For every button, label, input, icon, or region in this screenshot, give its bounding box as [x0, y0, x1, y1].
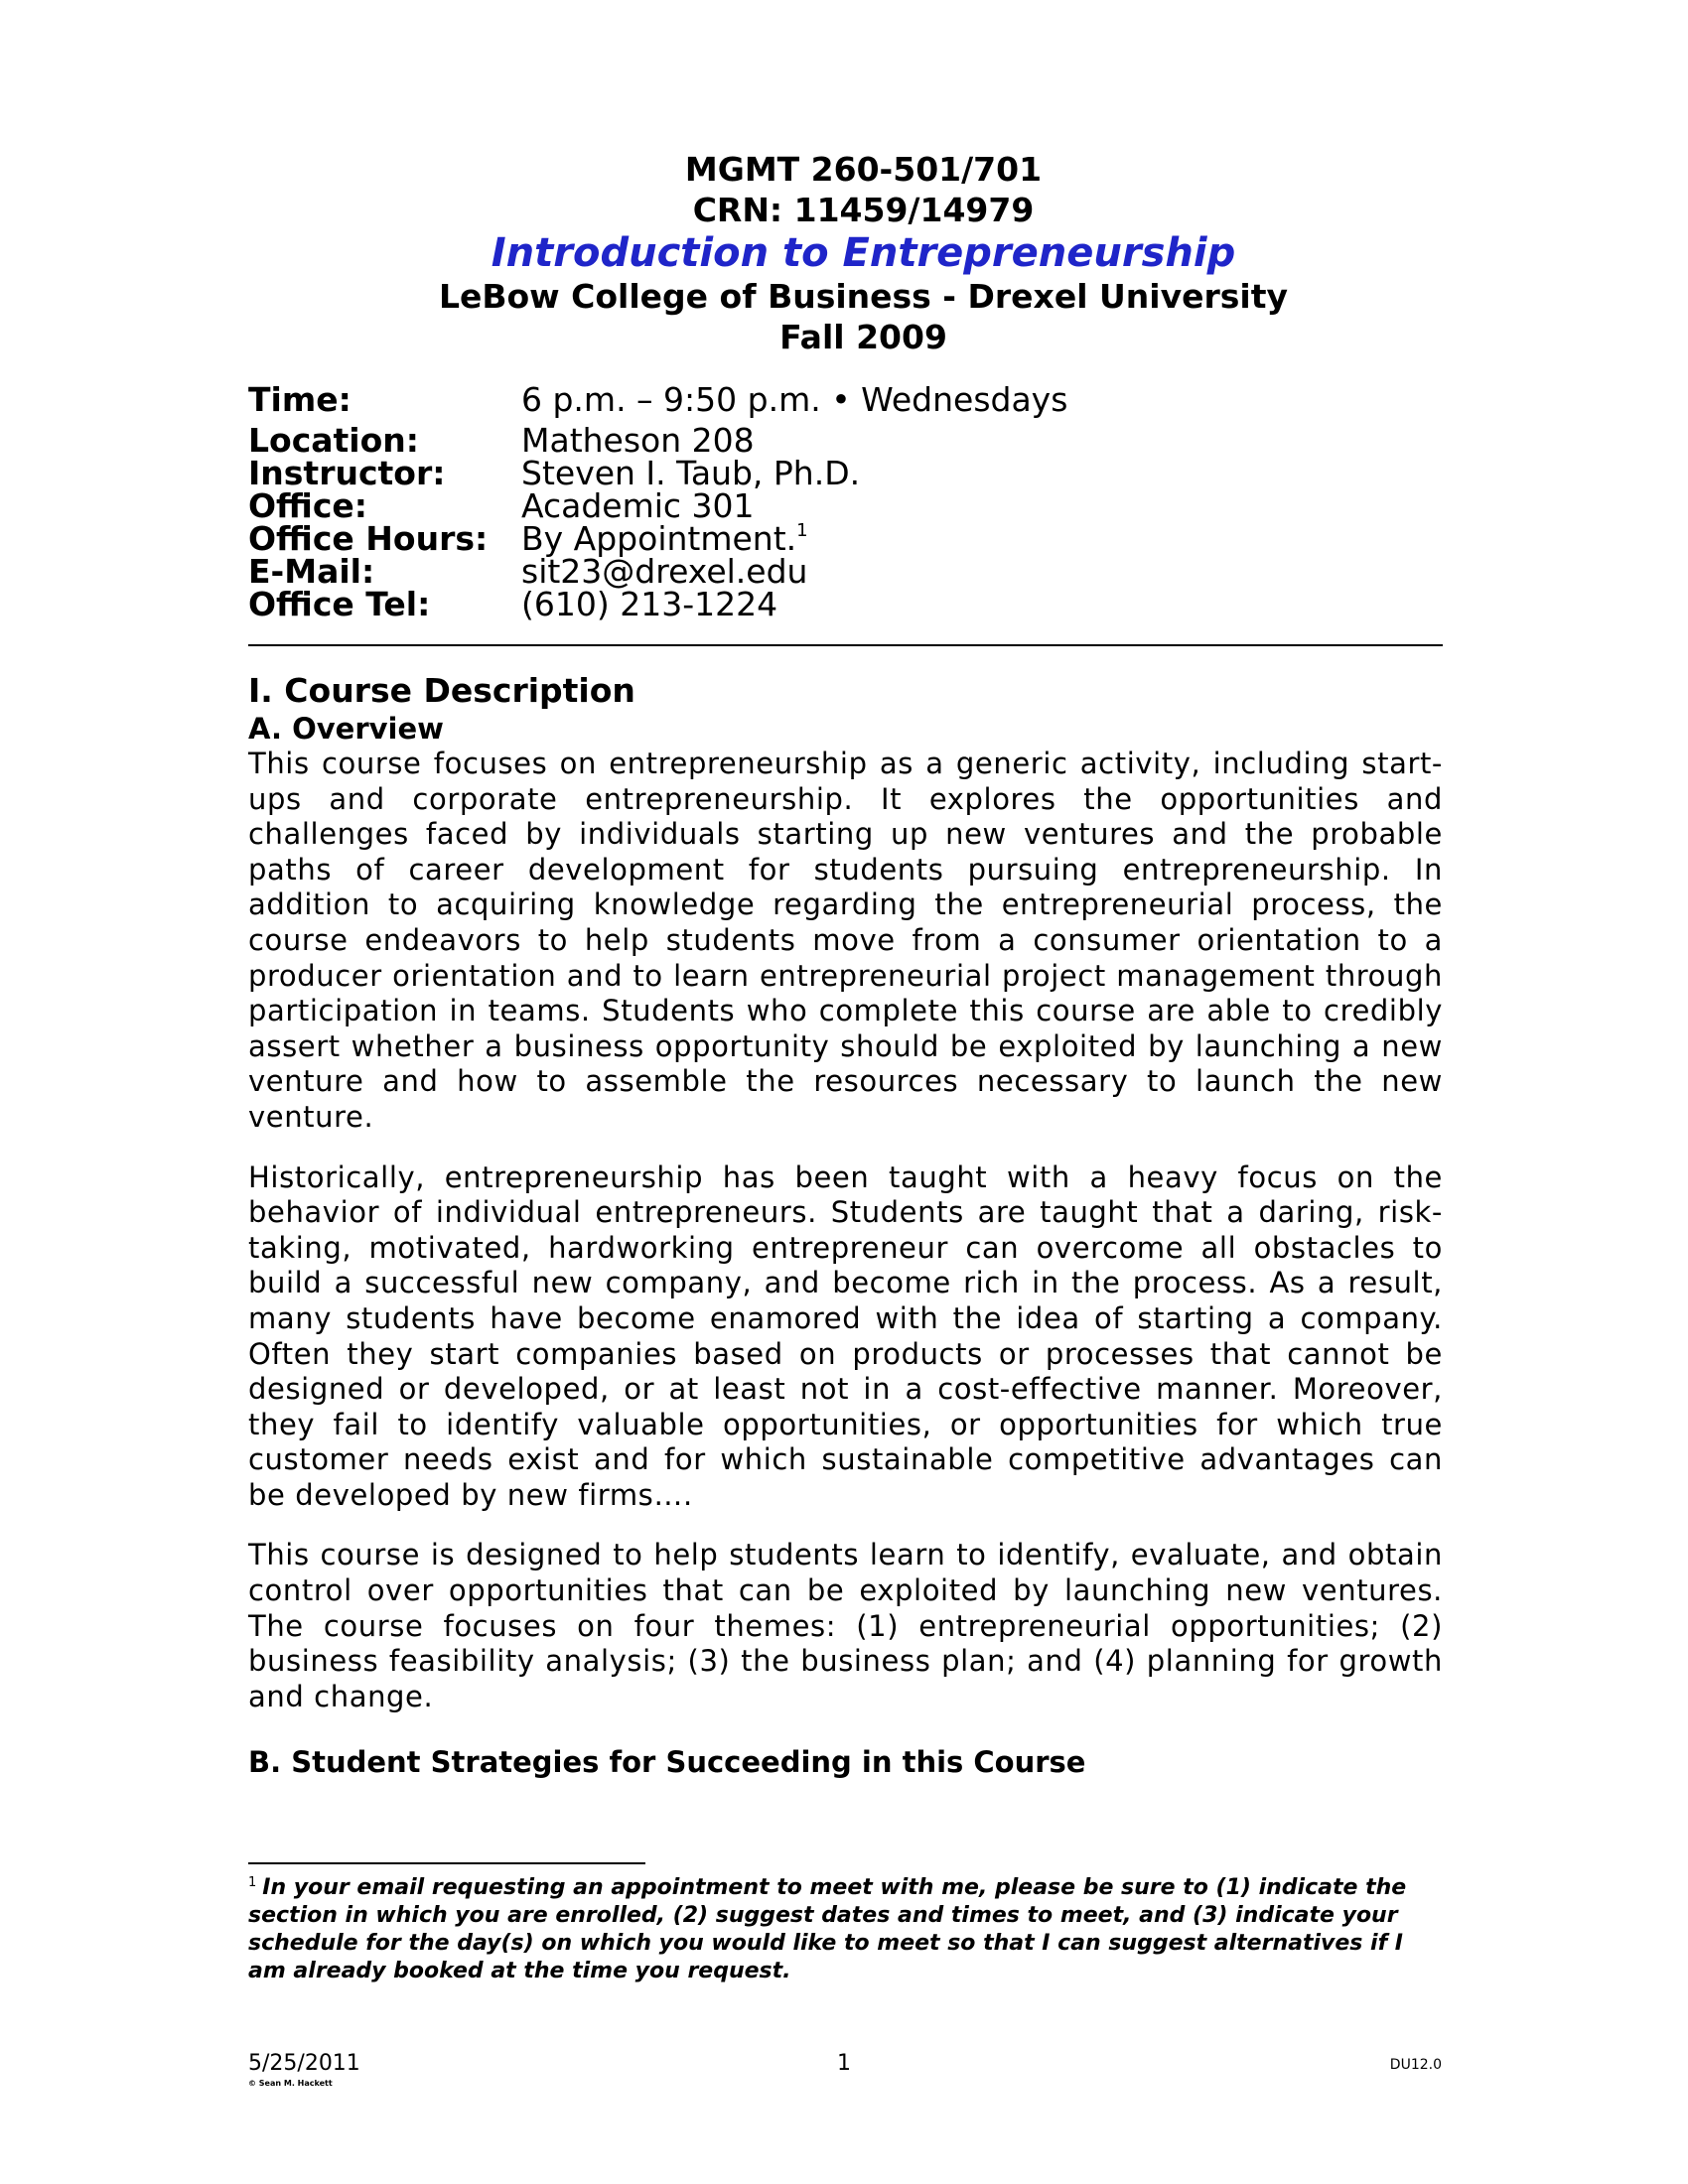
footer-copyright: © Sean M. Hackett	[248, 2079, 333, 2088]
office-tel-label: Office Tel:	[248, 585, 431, 623]
title-block	[248, 149, 1443, 357]
info-row-instructor	[248, 454, 1443, 492]
page-content	[248, 149, 1443, 1780]
office-hours-value	[521, 519, 808, 558]
paragraph: This course is designed to help students learn to identify, evaluate, and obtain control over opportunities that can be exploited by launching new ventures. The course focuses on four themes: (1) entrepreneurial opportunities; (2) business feasibility analysis; (3) the business plan; and (4) planning for growth and change.	[248, 1538, 1443, 1713]
term: Fall 2009	[779, 318, 947, 356]
office-value: Academic 301	[521, 486, 755, 525]
course-info	[248, 380, 1443, 623]
section-heading: I. Course Description	[248, 671, 635, 710]
footer-date: 5/25/2011	[248, 2051, 360, 2076]
office-hours-text: By Appointment.	[521, 519, 797, 558]
footnote-ref: 1	[796, 520, 808, 541]
paragraph: This course focuses on entrepreneurship as a generic activity, including start-ups and corporate entrepreneurship. It explores the opportunities and challenges faced by individuals starting up new ventures and the probable paths of career development for students pursuing entrepreneurship. In addition to acquiring knowledge regarding the entrepreneurial process, the course endeavors to help students move from a consumer orientation to a producer orientation and to learn entrepreneurial project management through participation in teams. Students who complete this course are able to credibly assert whether a business opportunity should be exploited by launching a new venture and how to assemble the resources necessary to launch the new venture.	[248, 747, 1443, 1134]
office-label: Office:	[248, 486, 367, 525]
footnote-number: 1	[248, 1875, 257, 1890]
info-row-time	[248, 380, 1443, 419]
page-number: 1	[837, 2051, 851, 2076]
location-label: Location:	[248, 421, 419, 460]
info-row-office-tel	[248, 585, 1443, 623]
time-value: 6 p.m. – 9:50 p.m. • Wednesdays	[521, 380, 1068, 419]
subsection-heading-strategies: B. Student Strategies for Succeeding in this Course	[248, 1745, 1086, 1780]
college-name: LeBow College of Business - Drexel University	[438, 277, 1289, 316]
footer-code: DU12.0	[1389, 2057, 1442, 2073]
footnote	[248, 1874, 1443, 1985]
horizontal-divider	[248, 644, 1443, 646]
time-label: Time:	[248, 380, 352, 419]
location-value: Matheson 208	[521, 421, 755, 460]
info-row-office	[248, 486, 1443, 525]
crn: CRN: 11459/14979	[692, 191, 1035, 229]
footnote-text: In your email requesting an appointment to meet with me, please be sure to (1) indicate the section in which you are enrolled, (2) suggest dates and times to meet, and (3) indicate your schedule for the day(s) on which you would like to meet so that I can suggest alternatives if I am already booked at the time you request.	[248, 1875, 1407, 1983]
info-row-office-hours	[248, 519, 1443, 558]
footnote-divider	[248, 1862, 645, 1864]
instructor-label: Instructor:	[248, 454, 446, 492]
course-code: MGMT 260-501/701	[684, 150, 1043, 189]
paragraph: Historically, entrepreneurship has been taught with a heavy focus on the behavior of individual entrepreneurs. Students are taught that a daring, risk-taking, motivated, hardworking entrepreneur can overcome all obstacles to build a successful new company, and become rich in the process. As a result, many students have become enamored with the idea of starting a company. Often they start companies based on products or processes that cannot be designed or developed, or at least not in a cost-effective manner. Moreover, they fail to identify valuable opportunities, or opportunities for which true customer needs exist and for which sustainable competitive advantages can be developed by new firms….	[248, 1160, 1443, 1512]
subsection-heading-overview: A. Overview	[248, 712, 444, 746]
office-hours-label: Office Hours:	[248, 519, 489, 558]
instructor-value: Steven I. Taub, Ph.D.	[521, 454, 861, 492]
office-tel-value: (610) 213-1224	[521, 585, 778, 623]
email-label: E-Mail:	[248, 552, 375, 591]
course-title: Introduction to Entrepreneurship	[491, 230, 1236, 276]
info-row-email	[248, 552, 1443, 591]
email-value: sit23@drexel.edu	[521, 552, 808, 591]
info-row-location	[248, 421, 1443, 460]
